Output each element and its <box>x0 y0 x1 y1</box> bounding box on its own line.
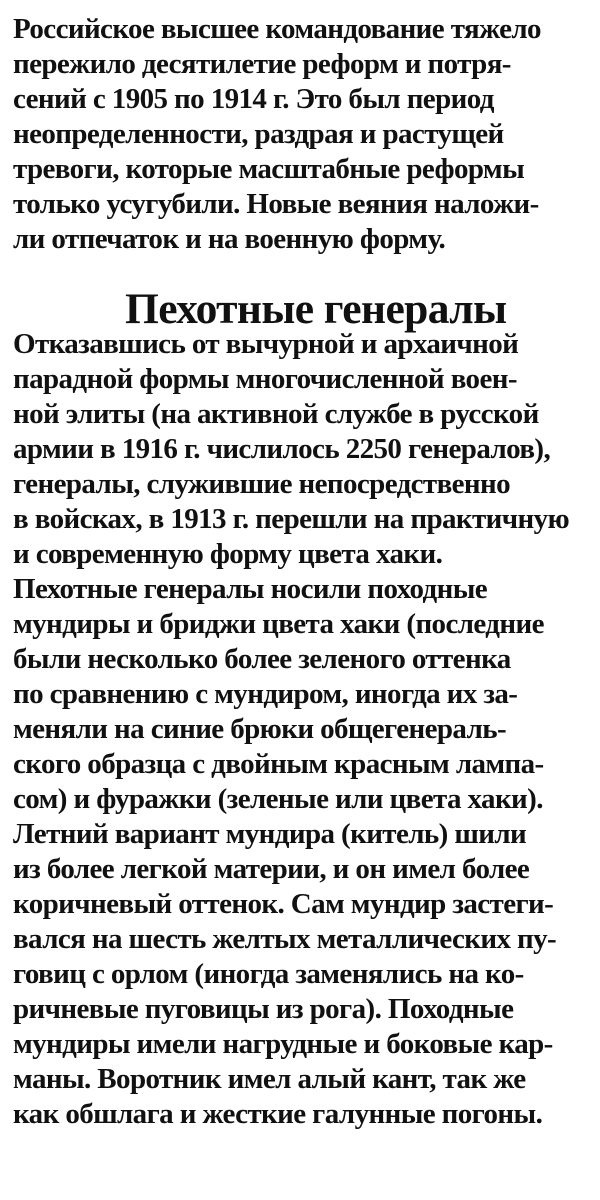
text-line: пережило десятилетие реформ и потря- <box>13 48 511 80</box>
text-line: ричневые пуговицы из рога). Походные <box>13 993 514 1025</box>
text-line: Отказавшись от вычурной и архаичной <box>13 328 519 360</box>
section-paragraph <box>13 327 590 1132</box>
text-line: сений с 1905 по 1914 г. Это был период <box>13 83 494 115</box>
text-line: вался на шесть желтых металлических пу- <box>13 923 557 955</box>
text-line: неопределенности, раздрая и растущей <box>13 118 504 150</box>
text-line: армии в 1916 г. числилось 2250 генералов), <box>13 433 551 465</box>
text-line: из более легкой материи, и он имел более <box>13 853 530 885</box>
text-line: говиц с орлом (иногда заменялись на ко- <box>13 958 524 990</box>
text-line: были несколько более зеленого оттенка <box>13 643 511 675</box>
text-line: парадной формы многочисленной воен- <box>13 363 517 395</box>
text-line: мундиры и бриджи цвета хаки (последние <box>13 608 544 640</box>
text-line: тревоги, которые масштабные реформы <box>13 153 525 185</box>
text-line: ли отпечаток и на военную форму. <box>13 223 446 255</box>
text-line: и современную форму цвета хаки. <box>13 538 443 570</box>
section-heading: Пехотные генералы <box>125 285 507 333</box>
text-line: Пехотные генералы носили походные <box>13 573 488 605</box>
text-line: маны. Воротник имел алый кант, так же <box>13 1063 526 1095</box>
text-line: по сравнению с мундиром, иногда их за- <box>13 678 518 710</box>
text-line: генералы, служившие непосредственно <box>13 468 511 500</box>
intro-paragraph <box>13 12 590 257</box>
text-line: меняли на синие брюки общегенераль- <box>13 713 507 745</box>
text-line: в войсках, в 1913 г. перешли на практичную <box>13 503 570 535</box>
text-line: как обшлага и жесткие галунные погоны. <box>13 1098 543 1130</box>
text-line: ского образца с двойным красным лампа- <box>13 748 544 780</box>
text-line: мундиры имели нагрудные и боковые кар- <box>13 1028 553 1060</box>
text-line: Российское высшее командование тяжело <box>13 13 541 45</box>
text-line: коричневый оттенок. Сам мундир застеги- <box>13 888 554 920</box>
text-line: Летний вариант мундира (китель) шили <box>13 818 527 850</box>
text-line: только усугубили. Новые веяния наложи- <box>13 188 539 220</box>
text-line: ной элиты (на активной службе в русской <box>13 398 539 430</box>
text-line: сом) и фуражки (зеленые или цвета хаки). <box>13 783 543 815</box>
